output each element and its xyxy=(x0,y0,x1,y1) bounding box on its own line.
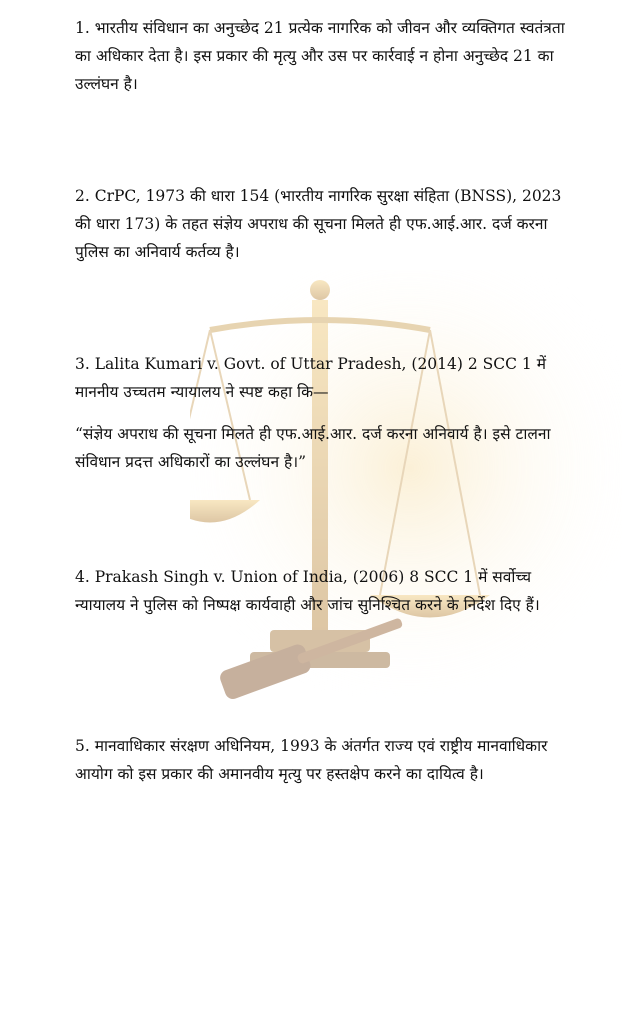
point-4: 4. Prakash Singh v. Union of India, (2006) 8 SCC 1 में सर्वोच्च न्यायालय ने पुलिस को निष्पक्ष कार्यवाही और जांच सुनिश्चित करने के निर्देश दिए हैं। xyxy=(75,568,540,614)
point-3-quote: “संज्ञेय अपराध की सूचना मिलते ही एफ.आई.आर. दर्ज करना अनिवार्य है। इसे टालना संविधान प्रदत्त अधिकारों का उल्लंघन है।” xyxy=(75,425,551,471)
point-5: 5. मानवाधिकार संरक्षण अधिनियम, 1993 के अंतर्गत राज्य एवं राष्ट्रीय मानवाधिकार आयोग को इस प्रकार की अमानवीय मृत्यु पर हस्तक्षेप करने का दायित्व है। xyxy=(75,737,548,783)
point-2: 2. CrPC, 1973 की धारा 154 (भारतीय नागरिक सुरक्षा संहिता (BNSS), 2023 की धारा 173) के तहत संज्ञेय अपराध की सूचना मिलते ही एफ.आई.आर. दर्ज करना पुलिस का अनिवार्य कर्तव्य है। xyxy=(75,187,562,261)
scales-of-justice-icon xyxy=(190,270,622,710)
point-1: 1. भारतीय संविधान का अनुच्छेद 21 प्रत्येक नागरिक को जीवन और व्यक्तिगत स्वतंत्रता का अधिकार देता है। इस प्रकार की मृत्यु और उस पर कार्रवाई न होना अनुच्छेद 21 का उल्लंघन है। xyxy=(75,19,565,93)
point-3: 3. Lalita Kumari v. Govt. of Uttar Pradesh, (2014) 2 SCC 1 में माननीय उच्चतम न्यायालय ने स्पष्ट कहा कि— xyxy=(75,355,546,401)
